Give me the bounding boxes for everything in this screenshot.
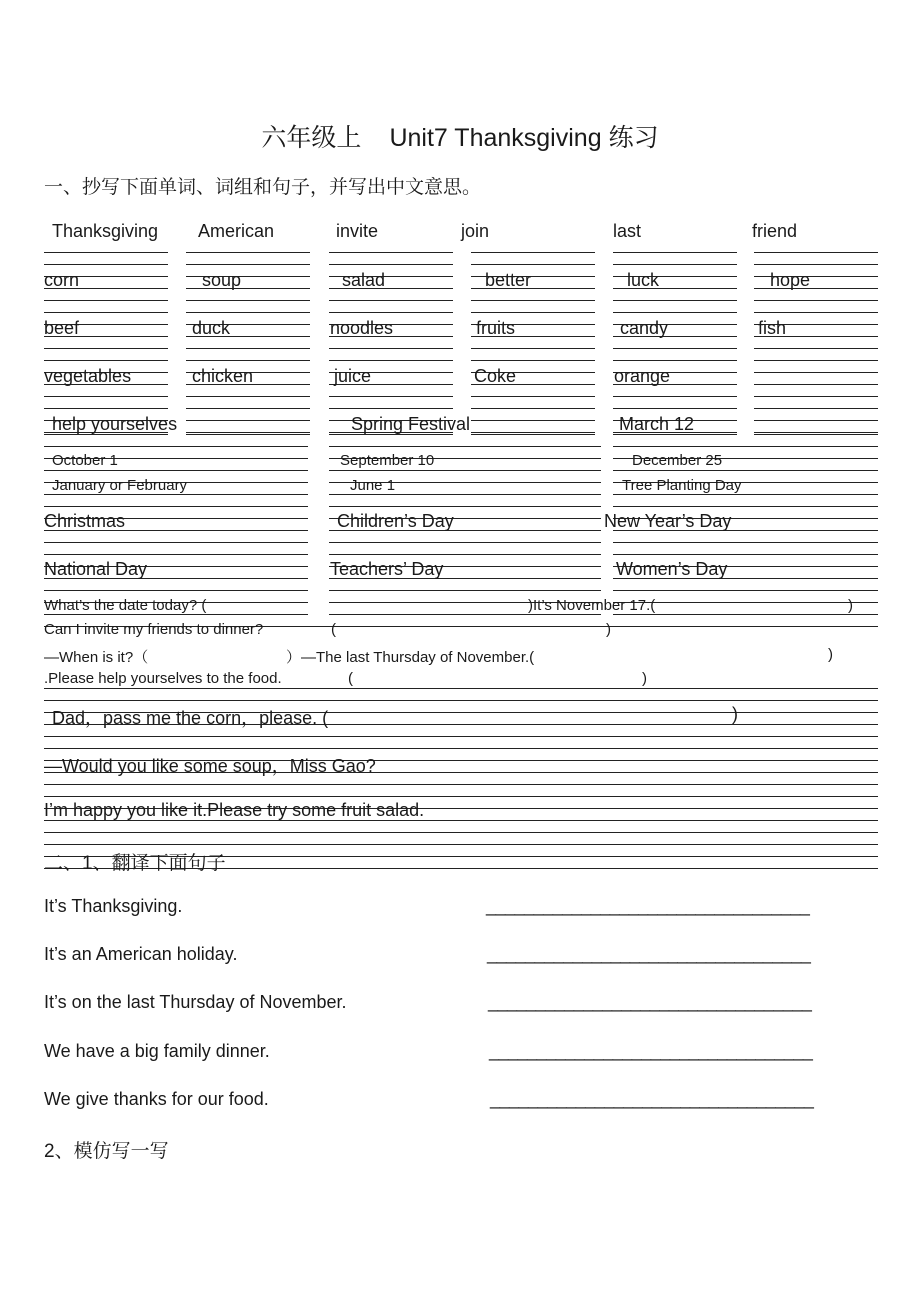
word-line-b3-l1-c4 [613,408,737,409]
phrase-line-0-c3 [471,420,595,421]
three-line-14-c2 [613,614,878,615]
answer-blank-3[interactable]: __________________________________ [488,992,812,1012]
word-line-b1-l0-c0 [44,300,168,301]
word-line-b3-l0-c1 [186,396,310,397]
word-line-b1-l1-c1 [186,312,310,313]
word-line-b2-l1-c0 [44,360,168,361]
word-candy: candy [620,318,669,338]
holiday-childrens-day: Children’s Day [337,511,454,531]
three-line-12-c0 [44,590,308,591]
word-line-b1-l1-c3 [471,312,595,313]
answer-blank-4[interactable]: __________________________________ [489,1041,813,1061]
word-luck: luck [627,270,660,290]
date-january-february: January or February [52,477,188,494]
phrase-line-0-c1 [186,420,310,421]
three-line-5-c1 [329,506,601,507]
date-tree-planting-day: Tree Planting Day [622,477,742,494]
three-line-9-c2 [613,554,878,555]
word-beef: beef [44,318,80,338]
translate-item-1: It’s Thanksgiving. [44,896,183,916]
sentence-when-answer: ）—The last Thursday of November.( [286,649,535,666]
word-line-b1-l1-c2 [329,312,453,313]
full-line-9 [44,784,878,785]
three-line-5-c2 [613,506,878,507]
word-corn: corn [44,270,80,290]
holiday-new-years-day: New Year’s Day [604,511,732,531]
sentence-fruit-salad: I’m happy you like it.Please try some fruit salad. [44,800,425,820]
date-december-25: December 25 [632,452,723,469]
three-line-12-c1 [329,590,601,591]
word-line-b0-l0-c4 [613,252,737,253]
word-line-b2-l2-c5 [754,372,878,373]
word-line-b2-l1-c2 [329,360,453,361]
word-line-b2-l0-c3 [471,348,595,349]
word-line-b0-l0-c3 [471,252,595,253]
word-line-b3-l3-c1 [186,432,310,433]
word-american: American [198,221,275,241]
word-noodles: noodles [330,318,394,338]
phrase-line-0-c5 [754,420,878,421]
word-orange: orange [614,366,671,386]
word-chicken: chicken [192,366,254,386]
three-line-0-c0 [44,446,308,447]
word-line-b3-l3-c3 [471,432,595,433]
word-fruits: fruits [476,318,516,338]
full-line-10 [44,796,878,797]
word-fish: fish [758,318,787,338]
word-juice: juice [334,366,372,386]
three-line-2-c1 [329,470,601,471]
word-line-b1-l1-c0 [44,312,168,313]
word-line-b2-l0-c5 [754,348,878,349]
three-line-0-c1 [329,446,601,447]
three-line-12-c2 [613,590,878,591]
sentence-date-question: What’s the date today? ( [44,597,207,614]
word-line-b1-l0-c5 [754,300,878,301]
full-line-2 [44,700,878,701]
translate-item-4: We have a big family dinner. [44,1041,270,1061]
word-line-b3-l0-c5 [754,396,878,397]
three-line-4-c2 [613,494,878,495]
full-line-6 [44,748,878,749]
word-line-b0-l1-c3 [471,264,595,265]
word-line-b2-l0-c4 [613,348,737,349]
three-line-5-c0 [44,506,308,507]
word-line-b1-l0-c4 [613,300,737,301]
word-line-b2-l0-c0 [44,348,168,349]
three-line-9-c0 [44,554,308,555]
section2-heading: 二、1、翻译下面句子 [44,853,226,874]
word-line-b3-l1-c3 [471,408,595,409]
answer-blank-1[interactable]: __________________________________ [486,896,810,916]
three-line-0-c2 [613,446,878,447]
word-line-b3-l1-c5 [754,408,878,409]
three-line-2-c2 [613,470,878,471]
word-salad: salad [342,270,386,290]
word-line-b0-l1-c1 [186,264,310,265]
word-line-b1-l0-c1 [186,300,310,301]
sentence-date-answer: )It’s November 17.( [528,597,656,614]
date-september-10: September 10 [340,452,435,469]
word-friend: friend [752,221,798,241]
three-line-14-c0 [44,614,308,615]
three-line-8-c1 [329,542,601,543]
word-line-b2-l0-c2 [329,348,453,349]
word-line-b2-l1-c3 [471,360,595,361]
holiday-christmas: Christmas [44,511,126,531]
word-thanksgiving: Thanksgiving [52,221,159,241]
word-line-b0-l1-c0 [44,264,168,265]
phrase-spring-festival: Spring Festival [351,414,471,434]
sentence-dad-corn: Dad，pass me the corn，please. ( [52,708,329,728]
sentence-date-close: ) [848,597,853,614]
three-line-4-c1 [329,494,601,495]
sentence-help-open: ( [348,670,353,687]
phrase-march-12: March 12 [619,414,695,434]
full-line-1 [44,688,878,689]
phrase-line-1-c5 [754,434,878,435]
answer-blank-5[interactable]: __________________________________ [490,1089,814,1109]
word-line-b0-l1-c4 [613,264,737,265]
three-line-9-c1 [329,554,601,555]
word-line-b2-l0-c1 [186,348,310,349]
word-last: last [613,221,642,241]
word-line-b3-l0-c2 [329,396,453,397]
holiday-womens-day: Women’s Day [616,559,728,579]
translate-item-5: We give thanks for our food. [44,1089,269,1109]
holiday-national-day: National Day [44,559,148,579]
word-line-b0-l0-c5 [754,252,878,253]
word-line-b1-l1-c5 [754,312,878,313]
phrase-line-1-c1 [186,434,310,435]
word-soup: soup [202,270,242,290]
three-line-14-c1 [329,614,601,615]
sentence-when-close: ) [828,646,833,663]
section2-imitate: 2、模仿写一写 [44,1141,169,1162]
word-hope: hope [770,270,811,290]
word-better: better [485,270,532,290]
title-grade: 六年级上 [261,124,362,152]
full-line-5 [44,736,878,737]
word-coke: Coke [474,366,517,386]
three-line-8-c2 [613,542,878,543]
translate-item-2: It’s an American holiday. [44,944,238,964]
word-line-b1-l1-c4 [613,312,737,313]
word-vegetables: vegetables [44,366,132,386]
word-line-b2-l1-c1 [186,360,310,361]
three-line-4-c0 [44,494,308,495]
word-line-b3-l0-c0 [44,396,168,397]
word-duck: duck [192,318,231,338]
word-line-b3-l0-c3 [471,396,595,397]
phrase-help-yourselves: help yourselves [52,414,178,434]
word-invite: invite [336,221,379,241]
word-line-b0-l1-c5 [754,264,878,265]
word-join: join [461,221,490,241]
date-october-1: October 1 [52,452,118,469]
translate-item-3: It’s on the last Thursday of November. [44,992,347,1012]
title-unit: Unit7 Thanksgiving [389,124,602,152]
sentence-help-close: ) [642,670,647,687]
sentence-invite-open: ( [331,621,336,638]
full-line-13 [44,832,878,833]
word-line-b3-l1-c2 [329,408,453,409]
word-line-b1-l0-c3 [471,300,595,301]
sentence-help-yourselves: .Please help yourselves to the food. [44,670,282,687]
sentence-when-question: —When is it?（ [44,649,149,666]
word-line-b3-l1-c1 [186,408,310,409]
word-line-b3-l0-c4 [613,396,737,397]
phrase-line-1-c3 [471,434,595,435]
word-line-b2-l1-c5 [754,360,878,361]
section1-instruction: 一、抄写下面单词、词组和句子，并写出中文意思。 [44,177,482,198]
holiday-teachers-day: Teachers’ Day [330,559,444,579]
word-line-b2-l3-c5 [754,384,878,385]
sentence-soup: —Would you like some soup，Miss Gao? [44,756,376,776]
page-title [0,118,920,154]
word-line-b2-l1-c4 [613,360,737,361]
three-line-2-c0 [44,470,308,471]
word-line-b0-l0-c1 [186,252,310,253]
word-line-b0-l0-c0 [44,252,168,253]
answer-blank-2[interactable]: __________________________________ [487,944,811,964]
sentence-dad-close: ) [732,704,738,724]
three-line-8-c0 [44,542,308,543]
word-line-b0-l0-c2 [329,252,453,253]
sentence-invite: Can I invite my friends to dinner? [44,621,264,638]
word-line-b3-l3-c5 [754,432,878,433]
title-suffix: 练习 [608,124,659,152]
date-june-1: June 1 [350,477,396,494]
sentence-invite-close: ) [606,621,611,638]
word-line-b0-l1-c2 [329,264,453,265]
word-line-b3-l1-c0 [44,408,168,409]
word-line-b1-l0-c2 [329,300,453,301]
full-line-14 [44,844,878,845]
